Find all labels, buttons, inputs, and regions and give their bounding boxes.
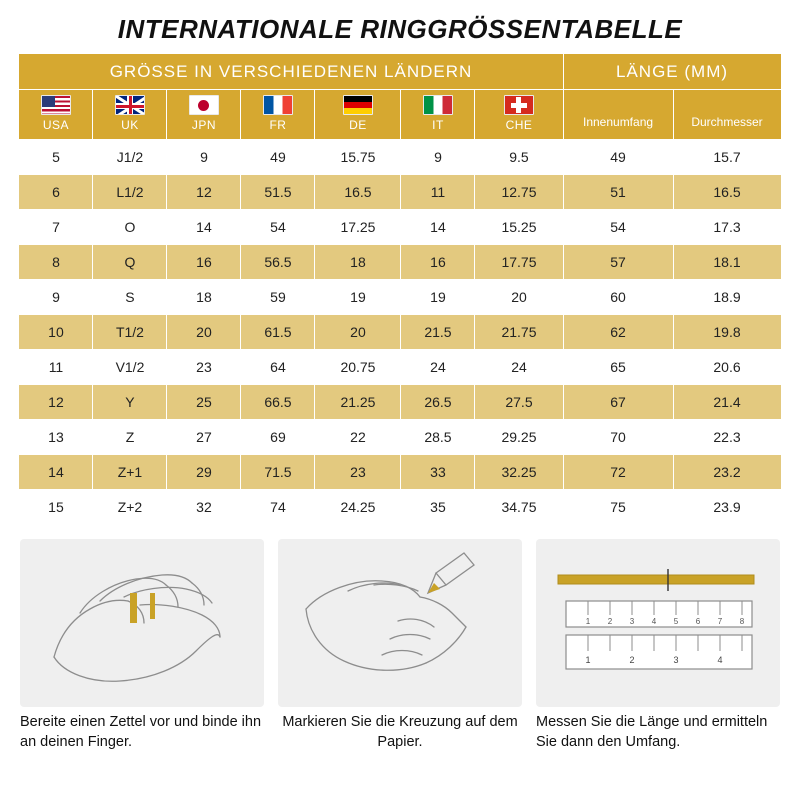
- cell-fr: 51.5: [241, 175, 315, 210]
- cell-it: 33: [401, 455, 475, 490]
- step-1-caption: Bereite einen Zettel vor und binde ihn an deinen Finger.: [20, 714, 262, 750]
- cell-uk: Z+2: [93, 490, 167, 525]
- column-header-it: [401, 90, 475, 140]
- cell-fr: 74: [241, 490, 315, 525]
- ruler-measuring-strip-icon: [536, 539, 780, 707]
- cell-fr: 69: [241, 420, 315, 455]
- cell-de: 18: [315, 245, 401, 280]
- country-code-jpn: JPN: [191, 118, 217, 132]
- cell-de: 24.25: [315, 490, 401, 525]
- cell-jpn: 23: [167, 350, 241, 385]
- column-header-de: [315, 90, 401, 140]
- cell-fr: 66.5: [241, 385, 315, 420]
- cell-de: 20: [315, 315, 401, 350]
- cell-jpn: 18: [167, 280, 241, 315]
- table-row: [19, 455, 781, 490]
- cell-usa: 7: [19, 210, 93, 245]
- cell-durchmesser: 23.2: [673, 455, 781, 490]
- step-3: [536, 539, 780, 752]
- cell-uk: O: [93, 210, 167, 245]
- country-code-usa: USA: [42, 118, 70, 132]
- column-header-fr: [241, 90, 315, 140]
- cell-che: 32.25: [475, 455, 563, 490]
- step-3-caption: Messen Sie die Länge und ermitteln Sie dann den Umfang.: [536, 714, 768, 750]
- country-header-row: [19, 90, 781, 140]
- cell-che: 12.75: [475, 175, 563, 210]
- cell-innenumfang: 65: [563, 350, 673, 385]
- step-2: [278, 539, 522, 752]
- cell-che: 20: [475, 280, 563, 315]
- cell-it: 16: [401, 245, 475, 280]
- svg-text:2: 2: [629, 655, 635, 665]
- flag-germany-icon: [343, 95, 373, 115]
- cell-innenumfang: 67: [563, 385, 673, 420]
- cell-usa: 8: [19, 245, 93, 280]
- flag-usa-icon: [41, 95, 71, 115]
- cell-it: 9: [401, 140, 475, 175]
- svg-text:5: 5: [673, 617, 679, 626]
- cell-usa: 11: [19, 350, 93, 385]
- cell-it: 35: [401, 490, 475, 525]
- cell-uk: T1/2: [93, 315, 167, 350]
- svg-text:1: 1: [585, 617, 591, 626]
- cell-uk: Y: [93, 385, 167, 420]
- cell-jpn: 14: [167, 210, 241, 245]
- hand-marking-with-pen-icon: [278, 539, 522, 707]
- svg-text:6: 6: [695, 617, 701, 626]
- cell-fr: 59: [241, 280, 315, 315]
- cell-durchmesser: 16.5: [673, 175, 781, 210]
- cell-durchmesser: 15.7: [673, 140, 781, 175]
- table-row: [19, 350, 781, 385]
- cell-durchmesser: 17.3: [673, 210, 781, 245]
- cell-de: 15.75: [315, 140, 401, 175]
- cell-che: 21.75: [475, 315, 563, 350]
- cell-uk: S: [93, 280, 167, 315]
- cell-de: 21.25: [315, 385, 401, 420]
- page-title: INTERNATIONALE RINGGRÖSSENTABELLE: [117, 14, 683, 44]
- column-header-uk: [93, 90, 167, 140]
- cell-durchmesser: 20.6: [673, 350, 781, 385]
- cell-innenumfang: 54: [563, 210, 673, 245]
- country-code-uk: UK: [121, 118, 139, 132]
- cell-fr: 71.5: [241, 455, 315, 490]
- cell-jpn: 25: [167, 385, 241, 420]
- cell-de: 23: [315, 455, 401, 490]
- cell-usa: 10: [19, 315, 93, 350]
- cell-usa: 14: [19, 455, 93, 490]
- cell-uk: Q: [93, 245, 167, 280]
- cell-usa: 13: [19, 420, 93, 455]
- cell-fr: 56.5: [241, 245, 315, 280]
- cell-uk: V1/2: [93, 350, 167, 385]
- step-1: [20, 539, 264, 752]
- cell-de: 22: [315, 420, 401, 455]
- cell-jpn: 20: [167, 315, 241, 350]
- flag-france-icon: [263, 95, 293, 115]
- cell-fr: 61.5: [241, 315, 315, 350]
- column-header-usa: [19, 90, 93, 140]
- svg-text:7: 7: [717, 617, 723, 626]
- cell-che: 15.25: [475, 210, 563, 245]
- country-code-it: IT: [432, 118, 444, 132]
- cell-che: 34.75: [475, 490, 563, 525]
- cell-che: 29.25: [475, 420, 563, 455]
- cell-innenumfang: 60: [563, 280, 673, 315]
- table-row: [19, 315, 781, 350]
- cell-it: 26.5: [401, 385, 475, 420]
- cell-innenumfang: 57: [563, 245, 673, 280]
- flag-switzerland-icon: [504, 95, 534, 115]
- cell-che: 9.5: [475, 140, 563, 175]
- cell-uk: Z: [93, 420, 167, 455]
- table-row: [19, 210, 781, 245]
- svg-text:8: 8: [739, 617, 745, 626]
- country-code-de: DE: [349, 118, 367, 132]
- cell-it: 11: [401, 175, 475, 210]
- step-2-caption: Markieren Sie die Kreuzung auf dem Papier.: [282, 714, 518, 750]
- instruction-steps: [0, 539, 800, 752]
- cell-it: 21.5: [401, 315, 475, 350]
- group-header-length: LÄNGE (MM): [563, 54, 781, 90]
- cell-uk: Z+1: [93, 455, 167, 490]
- cell-fr: 54: [241, 210, 315, 245]
- cell-usa: 12: [19, 385, 93, 420]
- table-row: [19, 420, 781, 455]
- cell-durchmesser: 18.9: [673, 280, 781, 315]
- column-header-innenumfang: Innenumfang: [563, 90, 673, 140]
- cell-it: 14: [401, 210, 475, 245]
- country-code-fr: FR: [269, 118, 287, 132]
- cell-jpn: 16: [167, 245, 241, 280]
- flag-italy-icon: [423, 95, 453, 115]
- svg-text:4: 4: [651, 617, 657, 626]
- table-row: [19, 175, 781, 210]
- cell-innenumfang: 70: [563, 420, 673, 455]
- svg-text:2: 2: [607, 617, 613, 626]
- ring-size-table: [18, 53, 781, 525]
- cell-usa: 5: [19, 140, 93, 175]
- cell-innenumfang: 49: [563, 140, 673, 175]
- cell-durchmesser: 18.1: [673, 245, 781, 280]
- cell-uk: J1/2: [93, 140, 167, 175]
- column-header-jpn: [167, 90, 241, 140]
- svg-text:1: 1: [585, 655, 591, 665]
- cell-innenumfang: 62: [563, 315, 673, 350]
- table-row: [19, 385, 781, 420]
- cell-innenumfang: 75: [563, 490, 673, 525]
- cell-uk: L1/2: [93, 175, 167, 210]
- hand-with-paper-strip-icon: [20, 539, 264, 707]
- cell-de: 17.25: [315, 210, 401, 245]
- group-header-sizes: GRÖSSE IN VERSCHIEDENEN LÄNDERN: [19, 54, 563, 90]
- cell-innenumfang: 72: [563, 455, 673, 490]
- cell-jpn: 32: [167, 490, 241, 525]
- cell-durchmesser: 19.8: [673, 315, 781, 350]
- cell-che: 24: [475, 350, 563, 385]
- cell-che: 17.75: [475, 245, 563, 280]
- column-header-che: [475, 90, 563, 140]
- cell-fr: 49: [241, 140, 315, 175]
- cell-jpn: 29: [167, 455, 241, 490]
- cell-durchmesser: 21.4: [673, 385, 781, 420]
- cell-usa: 15: [19, 490, 93, 525]
- cell-jpn: 27: [167, 420, 241, 455]
- flag-uk-icon: [115, 95, 145, 115]
- cell-innenumfang: 51: [563, 175, 673, 210]
- cell-fr: 64: [241, 350, 315, 385]
- table-row: [19, 490, 781, 525]
- flag-japan-icon: [189, 95, 219, 115]
- cell-it: 24: [401, 350, 475, 385]
- cell-usa: 6: [19, 175, 93, 210]
- group-header-row: [19, 54, 781, 90]
- svg-text:3: 3: [673, 655, 679, 665]
- cell-che: 27.5: [475, 385, 563, 420]
- table-row: [19, 140, 781, 175]
- cell-de: 20.75: [315, 350, 401, 385]
- cell-jpn: 12: [167, 175, 241, 210]
- column-header-durchmesser: Durchmesser: [673, 90, 781, 140]
- cell-de: 16.5: [315, 175, 401, 210]
- country-code-che: CHE: [505, 118, 533, 132]
- cell-jpn: 9: [167, 140, 241, 175]
- cell-usa: 9: [19, 280, 93, 315]
- cell-durchmesser: 22.3: [673, 420, 781, 455]
- table-row: [19, 280, 781, 315]
- cell-it: 19: [401, 280, 475, 315]
- cell-it: 28.5: [401, 420, 475, 455]
- cell-durchmesser: 23.9: [673, 490, 781, 525]
- svg-text:3: 3: [629, 617, 635, 626]
- cell-de: 19: [315, 280, 401, 315]
- table-row: [19, 245, 781, 280]
- svg-text:4: 4: [717, 655, 723, 665]
